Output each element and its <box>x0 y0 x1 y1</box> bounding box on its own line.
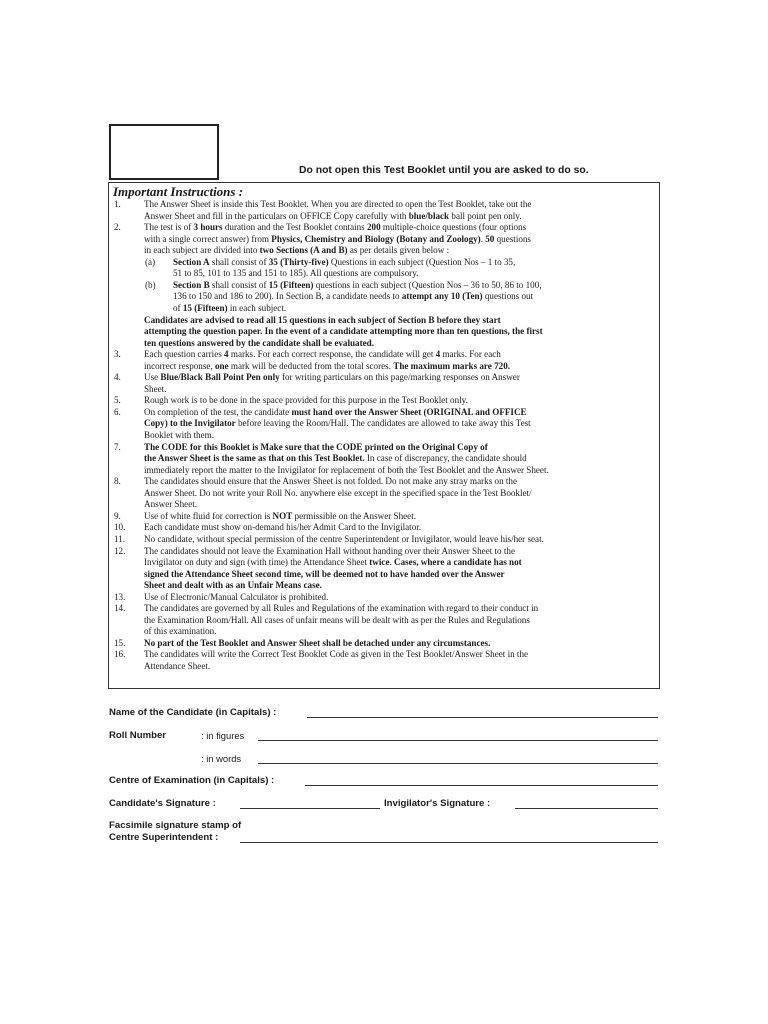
stamp-field[interactable] <box>240 842 658 843</box>
booklet-code-box <box>109 124 219 180</box>
instruction-sub-marker: (a) <box>145 256 156 267</box>
instruction-line <box>0 638 768 649</box>
instruction-number: 13. <box>114 591 126 602</box>
instruction-number: 2. <box>114 222 121 233</box>
invigilator-signature-field[interactable] <box>515 808 658 809</box>
instruction-line <box>0 580 768 591</box>
instruction-line <box>0 534 768 545</box>
instruction-line <box>0 303 768 314</box>
instruction-number: 14. <box>114 603 126 614</box>
instruction-text: The candidates should ensure that the Answer Sheet is not folded. Do not make any stray marks on the <box>144 476 518 487</box>
candidate-signature-field[interactable] <box>240 808 380 809</box>
instruction-number: 8. <box>114 476 121 487</box>
instruction-line <box>0 488 768 499</box>
roll-in-figures-label: : in figures <box>201 730 245 741</box>
instruction-number: 4. <box>114 372 121 383</box>
instruction-line <box>0 245 768 256</box>
instruction-number: 11. <box>114 533 126 544</box>
instruction-line <box>0 569 768 580</box>
instruction-text: Sheet and dealt with as an Unfair Means case. <box>144 580 322 591</box>
instruction-text: Answer Sheet. Do not write your Roll No. anywhere else except in the specified space in the Test Booklet/ <box>144 487 532 498</box>
candidate-name-label: Name of the Candidate (in Capitals) : <box>109 707 277 718</box>
instruction-text: Invigilator on duty and sign (with time) the Attendance Sheet twice. Cases, where a candidate has not <box>144 557 522 568</box>
instruction-number: 15. <box>114 637 126 648</box>
instruction-line <box>0 603 768 614</box>
instruction-text: signed the Attendance Sheet second time, will be deemed not to have handed over the Answer <box>144 568 505 579</box>
instruction-text: Rough work is to be done in the space provided for this purpose in the Test Booklet only. <box>144 395 468 406</box>
instruction-line <box>0 546 768 557</box>
instruction-text: Section A shall consist of 35 (Thirty-five) Questions in each subject (Question Nos – 1 to 35, <box>173 256 516 267</box>
instruction-line <box>0 442 768 453</box>
instruction-text: in each subject are divided into two Sections (A and B) as per details given below : <box>144 245 450 256</box>
instruction-line <box>0 615 768 626</box>
instruction-line <box>0 649 768 660</box>
instruction-number: 6. <box>114 406 121 417</box>
instruction-line <box>0 661 768 672</box>
instruction-text: The candidates will write the Correct Test Booklet Code as given in the Test Booklet/Answer Sheet in the <box>144 649 529 660</box>
instruction-text: The Answer Sheet is inside this Test Booklet. When you are directed to open the Test Booklet, take out the <box>144 199 532 209</box>
instruction-line <box>0 626 768 637</box>
instruction-line <box>0 361 768 372</box>
instruction-text: Sheet. <box>144 383 167 394</box>
instruction-text: ten questions answered by the candidate shall be evaluated. <box>144 337 374 348</box>
instruction-text: No part of the Test Booklet and Answer Sheet shall be detached under any circumstances. <box>144 637 491 648</box>
instruction-line <box>0 511 768 522</box>
instruction-number: 10. <box>114 522 126 533</box>
candidate-name-field[interactable] <box>307 717 658 718</box>
stamp-label-2: Centre Superintendent : <box>109 832 219 843</box>
centre-field[interactable] <box>305 785 658 786</box>
instruction-text: The test is of 3 hours duration and the Test Booklet contains 200 multiple-choice questions (four options <box>144 222 527 233</box>
instruction-text: Each question carries 4 marks. For each correct response, the candidate will get 4 marks. For each <box>144 349 501 360</box>
instruction-text: the Examination Room/Hall. All cases of unfair means will be dealt with as per the Rules and Regulations <box>144 614 530 625</box>
instruction-line <box>0 465 768 476</box>
candidate-signature-label: Candidate's Signature : <box>109 798 216 809</box>
instruction-text: 136 to 150 and 186 to 200). In Section B, a candidate needs to attempt any 10 (Ten) questions out <box>173 291 534 302</box>
instruction-line <box>0 326 768 337</box>
instruction-text: No candidate, without special permission of the centre Superintendent or Invigilator, would leave his/her seat. <box>144 533 544 544</box>
roll-in-words-label: : in words <box>201 753 242 764</box>
instruction-text: attempting the question paper. In the event of a candidate attempting more than ten questions, the first <box>144 326 543 337</box>
instruction-text: Use of white fluid for correction is NOT permissible on the Answer Sheet. <box>144 510 417 521</box>
instruction-text: Answer Sheet. <box>144 499 198 510</box>
instruction-line <box>0 499 768 510</box>
instruction-line <box>0 522 768 533</box>
instruction-line <box>0 291 768 302</box>
instruction-text: Answer Sheet and fill in the particulars on OFFICE Copy carefully with blue/black ball point pen only. <box>144 210 522 221</box>
instruction-text: incorrect response, one mark will be deducted from the total scores. The maximum marks are 720. <box>144 360 511 371</box>
instruction-number: 7. <box>114 441 121 452</box>
roll-in-words-field[interactable] <box>258 763 658 764</box>
roll-in-figures-field[interactable] <box>258 740 658 741</box>
instruction-line <box>0 476 768 487</box>
instruction-line <box>0 257 768 268</box>
instruction-sub-marker: (b) <box>145 279 156 290</box>
instruction-text: immediately report the matter to the Invigilator for replacement of both the Test Booklet and the Answer Sheet. <box>144 464 549 475</box>
instruction-text: Use Blue/Black Ball Point Pen only for writing particulars on this page/marking responses on Answer <box>144 372 520 383</box>
instruction-text: of this examination. <box>144 626 217 637</box>
instruction-number: 1. <box>114 199 121 209</box>
instruction-line <box>0 384 768 395</box>
invigilator-signature-label: Invigilator's Signature : <box>384 798 491 809</box>
instruction-text: Use of Electronic/Manual Calculator is prohibited. <box>144 591 329 602</box>
instruction-number: 3. <box>114 349 121 360</box>
instruction-text: Candidates are advised to read all 15 questions in each subject of Section B before they start <box>144 314 501 325</box>
instruction-text: of 15 (Fifteen) in each subject. <box>173 302 287 313</box>
instruction-text: 51 to 85, 101 to 135 and 151 to 185). All questions are compulsory. <box>173 268 419 279</box>
instruction-text: The candidates should not leave the Examination Hall without handing over their Answer Sheet to the <box>144 545 515 556</box>
instruction-text: The candidates are governed by all Rules and Regulations of the examination with regard to their conduct in <box>144 603 539 614</box>
instruction-line <box>0 338 768 349</box>
instruction-text: Section B shall consist of 15 (Fifteen) questions in each subject (Question Nos – 36 to 50, 86 to 100, <box>173 279 542 290</box>
instruction-line <box>0 407 768 418</box>
instruction-number: 5. <box>114 395 121 406</box>
instruction-text: Each candidate must show on-demand his/her Admit Card to the Invigilator. <box>144 522 422 533</box>
instruction-line <box>0 592 768 603</box>
instruction-text: Booklet with them. <box>144 430 214 440</box>
instruction-line <box>0 315 768 326</box>
instruction-line <box>0 280 768 291</box>
instruction-line <box>0 372 768 383</box>
instruction-number: 16. <box>114 649 126 660</box>
roll-number-label: Roll Number <box>109 730 167 741</box>
instruction-line <box>0 222 768 233</box>
instruction-line <box>0 557 768 568</box>
do-not-open-notice: Do not open this Test Booklet until you are asked to do so. <box>299 165 589 176</box>
instruction-text: On completion of the test, the candidate must hand over the Answer Sheet (ORIGINAL and OFFICE <box>144 406 527 417</box>
instruction-line <box>0 268 768 279</box>
instruction-line <box>0 349 768 360</box>
instruction-line <box>0 395 768 406</box>
instruction-number: 12. <box>114 545 126 556</box>
instruction-line <box>0 430 768 441</box>
instruction-text: Copy) to the Invigilator before leaving the Room/Hall. The candidates are allowed to take away this Test <box>144 418 531 429</box>
instruction-line <box>0 418 768 429</box>
instructions-title: Important Instructions : <box>113 184 244 199</box>
centre-label: Centre of Examination (in Capitals) : <box>109 775 275 786</box>
stamp-label-1: Facsimile signature stamp of <box>109 820 242 831</box>
instruction-text: Attendance Sheet. <box>144 661 211 671</box>
instruction-line <box>0 211 768 222</box>
instruction-text: The CODE for this Booklet is Make sure that the CODE printed on the Original Copy of <box>144 441 488 452</box>
instruction-number: 9. <box>114 510 121 521</box>
instruction-line <box>0 453 768 464</box>
instruction-line <box>0 234 768 245</box>
instruction-line <box>0 199 768 210</box>
instruction-text: the Answer Sheet is the same as that on this Test Booklet. In case of discrepancy, the candidate should <box>144 453 527 464</box>
instruction-text: with a single correct answer) from Physics, Chemistry and Biology (Botany and Zoology). 50 questions <box>144 233 531 244</box>
